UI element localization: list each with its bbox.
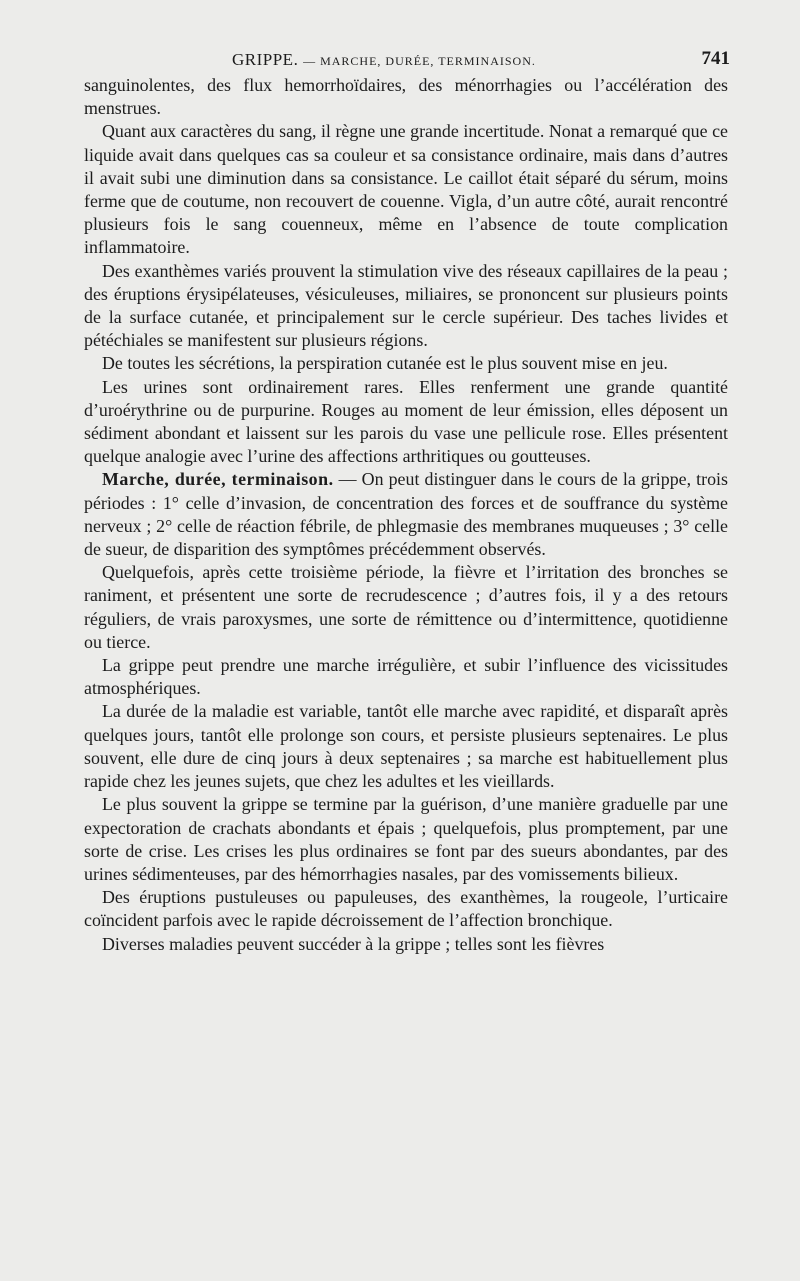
running-header	[84, 44, 728, 74]
section-text: — On peut distinguer dans le cours de la grippe, trois périodes : 1° celle d’invasion, de concentration des forces et de souffrance du système nerveux ; 2° celle de réaction fébrile, de phlegmasie des membranes muqueuses ; 3° celle de sueur, de disparition des symptômes précédemment observés.	[84, 469, 728, 560]
running-title	[232, 50, 536, 70]
paragraph: La grippe peut prendre une marche irrégulière, et subir l’influence des vicissitudes atmosphériques.	[84, 655, 728, 699]
page-body	[84, 74, 728, 956]
paragraph: Quelquefois, après cette troisième période, la fièvre et l’irritation des bronches se raniment, et présentent une sorte de recrudescence ; d’autres fois, il y a des retours réguliers, de vrais paroxysmes, une sorte de rémittence ou d’intermittence, quotidienne ou tierce.	[84, 562, 728, 652]
paragraph: De toutes les sécrétions, la perspiration cutanée est le plus souvent mise en jeu.	[102, 353, 668, 374]
paragraph: Quant aux caractères du sang, il règne une grande incertitude. Nonat a remarqué que ce liquide avait dans quelques cas sa couleur et sa consistance ordinaire, mais dans d’autres il avait subi une diminution dans sa consistance. Le caillot était séparé du sérum, moins ferme que de coutume, non recouvert de couenne. Vigla, d’un autre côté, aurait rencontré plusieurs fois le sang couenneux, même en l’absence de toute complication inflammatoire.	[84, 121, 728, 258]
page-number: 741	[701, 48, 730, 69]
section-paragraph	[84, 468, 728, 561]
paragraph: La durée de la maladie est variable, tantôt elle marche avec rapidité, et disparaît après quelques jours, tantôt elle prolonge son cours, et persiste plusieurs septenaires. Le plus souvent, elle dure de cinq jours à deux septenaires ; sa marche est habituellement plus rapide chez les jeunes sujets, que chez les adultes et les vieillards.	[84, 701, 728, 792]
paragraph: Diverses maladies peuvent succéder à la grippe ; telles sont les fièvres	[102, 933, 605, 954]
section-heading: Marche, durée, terminaison.	[102, 469, 334, 490]
paragraph: Des éruptions pustuleuses ou papuleuses, des exanthèmes, la rougeole, l’urticaire coïncident parfois avec le rapide décroissement de l’affection bronchique.	[84, 887, 728, 931]
paragraph: Les urines sont ordinairement rares. Elles renferment une grande quantité d’uroérythrine ou de purpurine. Rouges au moment de leur émission, elles déposent un sédiment abondant et laissent sur les parois du vase une pellicule rose. Elles présentent quelque analogie avec l’urine des affections arthritiques ou goutteuses.	[84, 376, 728, 467]
paragraph: Le plus souvent la grippe se termine par la guérison, d’une manière graduelle par une expectoration de crachats abondants et épais ; quelquefois, plus promptement, par une sorte de crise. Les crises les plus ordinaires se font par des sueurs abondantes, par des urines sédimenteuses, par des hémorrhagies nasales, par des vomissements bilieux.	[84, 794, 728, 884]
running-title-subtitle: — MARCHE, DURÉE, TERMINAISON.	[303, 54, 536, 68]
paragraph: Des exanthèmes variés prouvent la stimulation vive des réseaux capillaires de la peau ; des éruptions érysipélateuses, vésiculeuses, miliaires, se prononcent sur plusieurs points de la surface cutanée, et principalement sur le cercle supérieur. Des taches livides et pétéchiales se manifestent sur plusieurs régions.	[84, 260, 728, 351]
running-title-main: GRIPPE.	[232, 50, 299, 69]
paragraph: sanguinolentes, des flux hemorrhoïdaires, des ménorrhagies ou l’accélération des menstrues.	[84, 75, 728, 119]
